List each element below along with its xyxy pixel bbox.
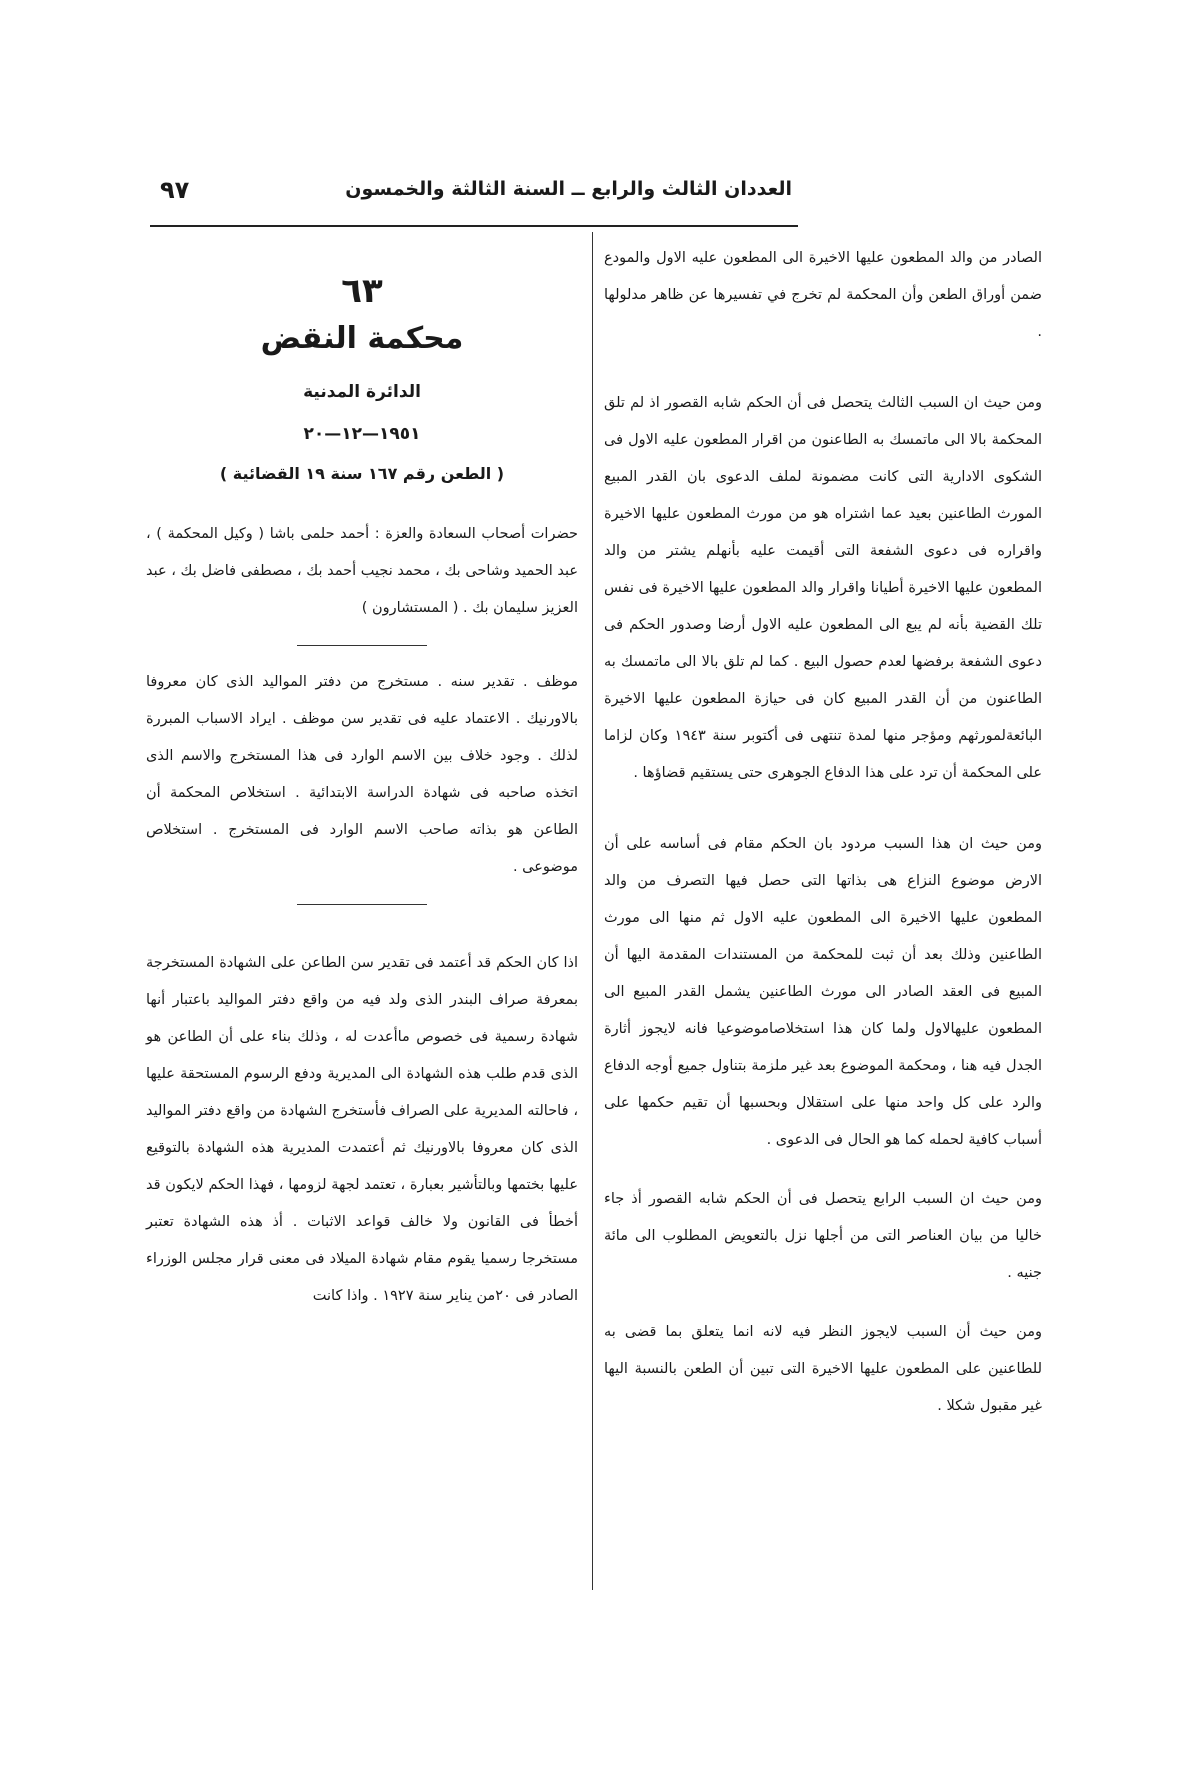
page-number: ٩٧ xyxy=(160,176,190,204)
bench-composition: حضرات أصحاب السعادة والعزة : أحمد حلمى باشا ( وكيل المحكمة ) ، عبد الحميد وشاحى بك ، محمد نجيب أحمد بك ، مصطفى فاضل بك ، عبد العزيز سليمان بك . ( المستشارون ) xyxy=(146,526,578,616)
case-summary: موظف . تقدير سنه . مستخرج من دفتر المواليد الذى كان معروفا بالاورنيك . الاعتماد عليه فى تقدير سن موظف . ايراد الاسباب المبررة لذلك . وجود خلاف بين الاسم الوارد فى هذا المستخرج والاسم الذى اتخذه صاحبه فى شهادة الدراسة الابتدائية . استخلاص المحكمة أن الطاعن هو بذاته صاحب الاسم الوارد فى المستخرج . استخلاص موضوعى . xyxy=(146,674,578,875)
appeal-reference: ( الطعن رقم ١٦٧ سنة ١٩ القضائية ) xyxy=(219,464,505,483)
page-header xyxy=(160,178,792,218)
left-column xyxy=(146,270,578,1315)
court-name: محكمة النقض xyxy=(260,321,464,356)
paragraph-gap xyxy=(604,1159,1042,1181)
section-gap xyxy=(146,923,578,945)
paragraph: ومن حيث ان السبب الرابع يتحصل فى أن الحكم شابه القصور أذ جاء خاليا من بيان العناصر التى من أجلها نزل بالتعويض المطلوب الى مائة جنيه . xyxy=(604,1191,1042,1281)
right-column xyxy=(604,240,1042,1425)
column-divider xyxy=(592,232,593,1590)
paragraph: ومن حيث ان السبب الثالث يتحصل فى أن الحكم شابه القصور اذ لم تلق المحكمة بالا الى ماتمسك به الطاعنون من اقرار المطعون عليه الاول فى الشكوى الادارية التى كانت مضمونة لملف الدعوى بان القدر المبيع المورث الطاعنين بعيد عما اشتراه هو من مورث المطعون عليها الاخيرة واقراره فى دعوى الشفعة التى أقيمت عليه بأنهلم يشتر من والد المطعون عليها الاخيرة أطيانا واقرار والد المطعون عليها الاخيرة فى نفس تلك القضية بأنه لم يبع الى المطعون عليه الاول أرضا وصدور الحكم فى دعوى الشفعة برفضها لعدم حصول البيع . كما لم تلق بالا الى ماتمسك به الطاعنون من أن القدر المبيع كان فى حيازة المطعون عليها الاخيرة البائعةلمورثهم ومؤجر منها لمدة تنتهى فى أكتوبر سنة ١٩٤٣ وكان لزاما على المحكمة أن ترد على هذا الدفاع الجوهرى حتى يستقيم قضاؤها . xyxy=(604,395,1042,781)
section-rule xyxy=(297,904,427,905)
case-number: ٦٣ xyxy=(341,271,383,311)
paragraph-gap xyxy=(604,792,1042,826)
paragraph: ومن حيث ان هذا السبب مردود بان الحكم مقام فى أساسه على أن الارض موضوع النزاع هى بذاتها التى حصل فيها التصرف من والد المطعون عليها الاخيرة الى المطعون عليه الاول ثم منها الى مورث الطاعنين وذلك بعد أن ثبت للمحكمة من المستندات المقدمة اليها أن المبيع فى العقد الصادر الى مورث الطاعنين يشمل القدر المبيع الى المطعون عليهالاول ولما كان هذا استخلاصاموضوعيا فانه لايجوز أثارة الجدل فيه هنا ، ومحكمة الموضوع بعد غير ملزمة بتناول جميع أوجه الدفاع والرد على كل واحد منها على استقلال وبحسبها أن تقيم حكمها على أسباب كافية لحمله كما هو الحال فى الدعوى . xyxy=(604,836,1042,1148)
paragraph: الصادر من والد المطعون عليها الاخيرة الى المطعون عليه الاول والمودع ضمن أوراق الطعن وأن المحكمة لم تخرج في تفسيرها عن ظاهر مدلولها . xyxy=(604,250,1042,340)
paragraph-gap xyxy=(604,1292,1042,1314)
judgment-body: اذا كان الحكم قد أعتمد فى تقدير سن الطاعن على الشهادة المستخرجة بمعرفة صراف البندر الذى ولد فيه من واقع دفتر المواليد باعتبار أنها شهادة رسمية فى خصوص ماأعدت له ، وذلك بناء على أن الطاعن هو الذى قدم طلب هذه الشهادة الى المديرية ودفع الرسوم المستحقة عليها ، فاحالته المديرية على الصراف فأستخرج الشهادة من واقع دفتر المواليد الذى كان معروفا بالاورنيك ثم أعتمدت المديرية هذه الشهادة بالتوقيع عليها بختمها وبالتأشير بعبارة ، تعتمد لجهة لزومها ، فهذا الحكم لايكون قد أخطأ فى القانون ولا خالف قواعد الاثبات . أذ هذه الشهادة تعتبر مستخرجا رسميا يقوم مقام شهادة الميلاد فى معنى قرار مجلس الوزراء الصادر فى ٢٠من يناير سنة ١٩٢٧ . واذا كانت xyxy=(146,955,578,1304)
header-rule xyxy=(150,225,798,227)
paragraph-gap xyxy=(604,351,1042,385)
judgment-date: ١٩٥١—١٢—٢٠ xyxy=(303,424,421,444)
running-title: العددان الثالث والرابع ــ السنة الثالثة والخمسون xyxy=(345,178,792,200)
circuit-name: الدائرة المدنية xyxy=(303,382,421,402)
section-gap xyxy=(146,494,578,516)
section-rule xyxy=(297,645,427,646)
paragraph: ومن حيث أن السبب لايجوز النظر فيه لانه انما يتعلق بما قضى به للطاعنين على المطعون عليها الاخيرة التى تبين أن الطعن بالنسبة اليها غير مقبول شكلا . xyxy=(604,1324,1042,1414)
